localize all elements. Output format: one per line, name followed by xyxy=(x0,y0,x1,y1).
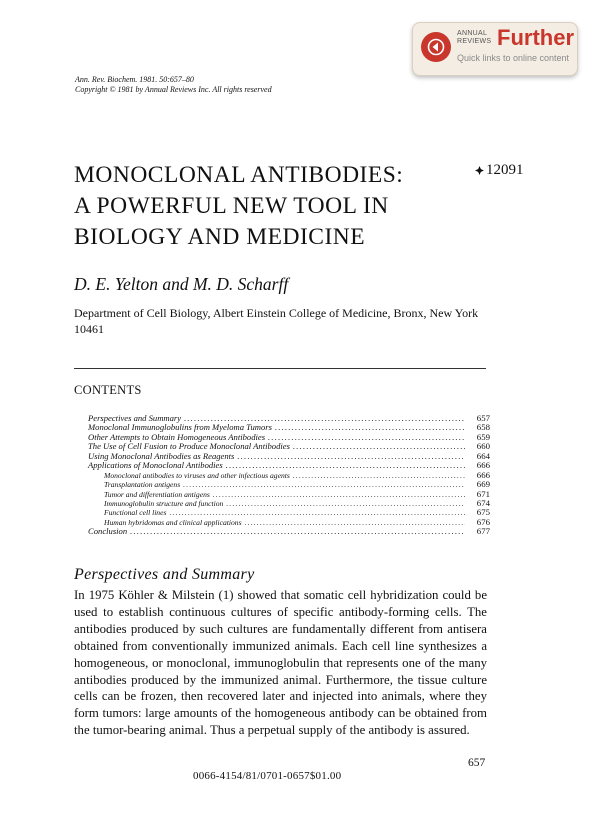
toc-leader-dots xyxy=(275,423,465,432)
toc-leader-dots xyxy=(293,442,465,451)
toc-item-label: Applications of Monoclonal Antibodies xyxy=(88,460,223,471)
footer-code: 0066-4154/81/0701-0657$01.00 xyxy=(193,770,342,782)
toc-item-label: Functional cell lines xyxy=(104,508,167,518)
toc-leader-dots xyxy=(226,499,465,508)
toc-item-page: 675 xyxy=(476,507,490,518)
toc-item-label: Perspectives and Summary xyxy=(88,413,182,423)
section-heading: Perspectives and Summary xyxy=(74,566,255,583)
toc-item-page: 657 xyxy=(476,413,490,423)
body-paragraph: In 1975 Köhler & Milstein (1) showed that somatic cell hybridization could be used to establish continuous cultures of specific antibody-forming cells. The antibodies produced by such cultures are fundamentally different from antisera obtained from conventionally immunized animals. Each cell line synthesizes a homogeneous, or monoclonal, immunoglobulin that represents one of the many antibodies produced by the immunized animal. Furthermore, the tissue culture cells can be frozen, then recovered later and injected into animals, where they form tumors: large amounts of the homogeneous antibody can be obtained from the tumor-bearing animal. Thus a perpetual supply of the antibody is assured. xyxy=(74,588,487,738)
copyright-line: Copyright © 1981 by Annual Reviews Inc. All rights reserved xyxy=(75,85,272,94)
contents-heading: CONTENTS xyxy=(74,383,142,397)
authors: D. E. Yelton and M. D. Scharff xyxy=(74,274,289,294)
journal-citation: Ann. Rev. Biochem. 1981. 50:657–80 xyxy=(75,75,194,84)
article-title: MONOCLONAL ANTIBODIES: A POWERFUL NEW TOOL IN BIOLOGY AND MEDICINE xyxy=(74,162,404,250)
annual-reviews-further-badge[interactable] xyxy=(412,22,578,76)
toc-item-label: Human hybridomas and clinical applications xyxy=(104,517,242,527)
toc-leader-dots xyxy=(183,480,465,489)
table-of-contents xyxy=(88,414,490,537)
back-arrow-icon xyxy=(421,32,451,62)
further-subtitle: Quick links to online content xyxy=(457,53,570,63)
toc-leader-dots xyxy=(226,461,465,470)
toc-item-label: Conclusion xyxy=(88,526,128,537)
toc-item-label: Other Attempts to Obtain Homogeneous Antibodies xyxy=(88,431,266,442)
toc-item-label: Tumor and differentiation antigens xyxy=(104,489,210,499)
diamond-flower-icon xyxy=(475,166,484,175)
toc-leader-dots xyxy=(130,527,465,536)
toc-item-page: 671 xyxy=(476,488,490,499)
toc-item-label: Transplantation antigens xyxy=(104,480,181,490)
toc-subitem[interactable] xyxy=(88,499,490,508)
toc-item[interactable] xyxy=(88,527,490,536)
divider xyxy=(74,368,486,369)
toc-leader-dots xyxy=(213,490,465,499)
reference-number xyxy=(475,162,524,179)
toc-leader-dots xyxy=(293,471,465,480)
toc-leader-dots xyxy=(245,518,465,527)
toc-item[interactable] xyxy=(88,461,490,470)
toc-item-label: Using Monoclonal Antibodies as Reagents xyxy=(88,450,235,461)
toc-subitem[interactable] xyxy=(88,490,490,499)
toc-item-page: 660 xyxy=(476,441,490,452)
toc-item-page: 669 xyxy=(476,479,490,490)
toc-item-label: Monoclonal Immunoglobulins from Myeloma Tumors xyxy=(88,422,272,433)
toc-leader-dots xyxy=(268,433,465,442)
toc-leader-dots xyxy=(237,452,465,461)
further-label: Further xyxy=(497,25,574,50)
toc-subitem[interactable] xyxy=(88,471,490,480)
toc-subitem[interactable] xyxy=(88,508,490,517)
toc-item-page: 666 xyxy=(476,460,490,471)
toc-subitem[interactable] xyxy=(88,480,490,489)
toc-item-page: 676 xyxy=(476,516,490,527)
toc-item-label: Immunoglobulin structure and function xyxy=(104,498,224,508)
toc-item-page: 677 xyxy=(476,526,490,537)
reference-number-value: 12091 xyxy=(486,162,524,178)
toc-item-page: 658 xyxy=(476,422,490,433)
affiliation: Department of Cell Biology, Albert Einstein College of Medicine, Bronx, New York 10461 xyxy=(74,306,479,336)
toc-subitem[interactable] xyxy=(88,518,490,527)
toc-item-label: The Use of Cell Fusion to Produce Monoclonal Antibodies xyxy=(88,441,290,452)
toc-item-label: Monoclonal antibodies to viruses and other infectious agents xyxy=(104,470,290,480)
page-number: 657 xyxy=(468,757,486,769)
toc-item-page: 666 xyxy=(476,469,490,480)
toc-item-page: 674 xyxy=(476,497,490,508)
toc-item-page: 659 xyxy=(476,431,490,442)
toc-item-page: 664 xyxy=(476,450,490,461)
toc-leader-dots xyxy=(169,508,465,517)
annual-reviews-logo-text: ANNUAL REVIEWS xyxy=(457,30,492,45)
